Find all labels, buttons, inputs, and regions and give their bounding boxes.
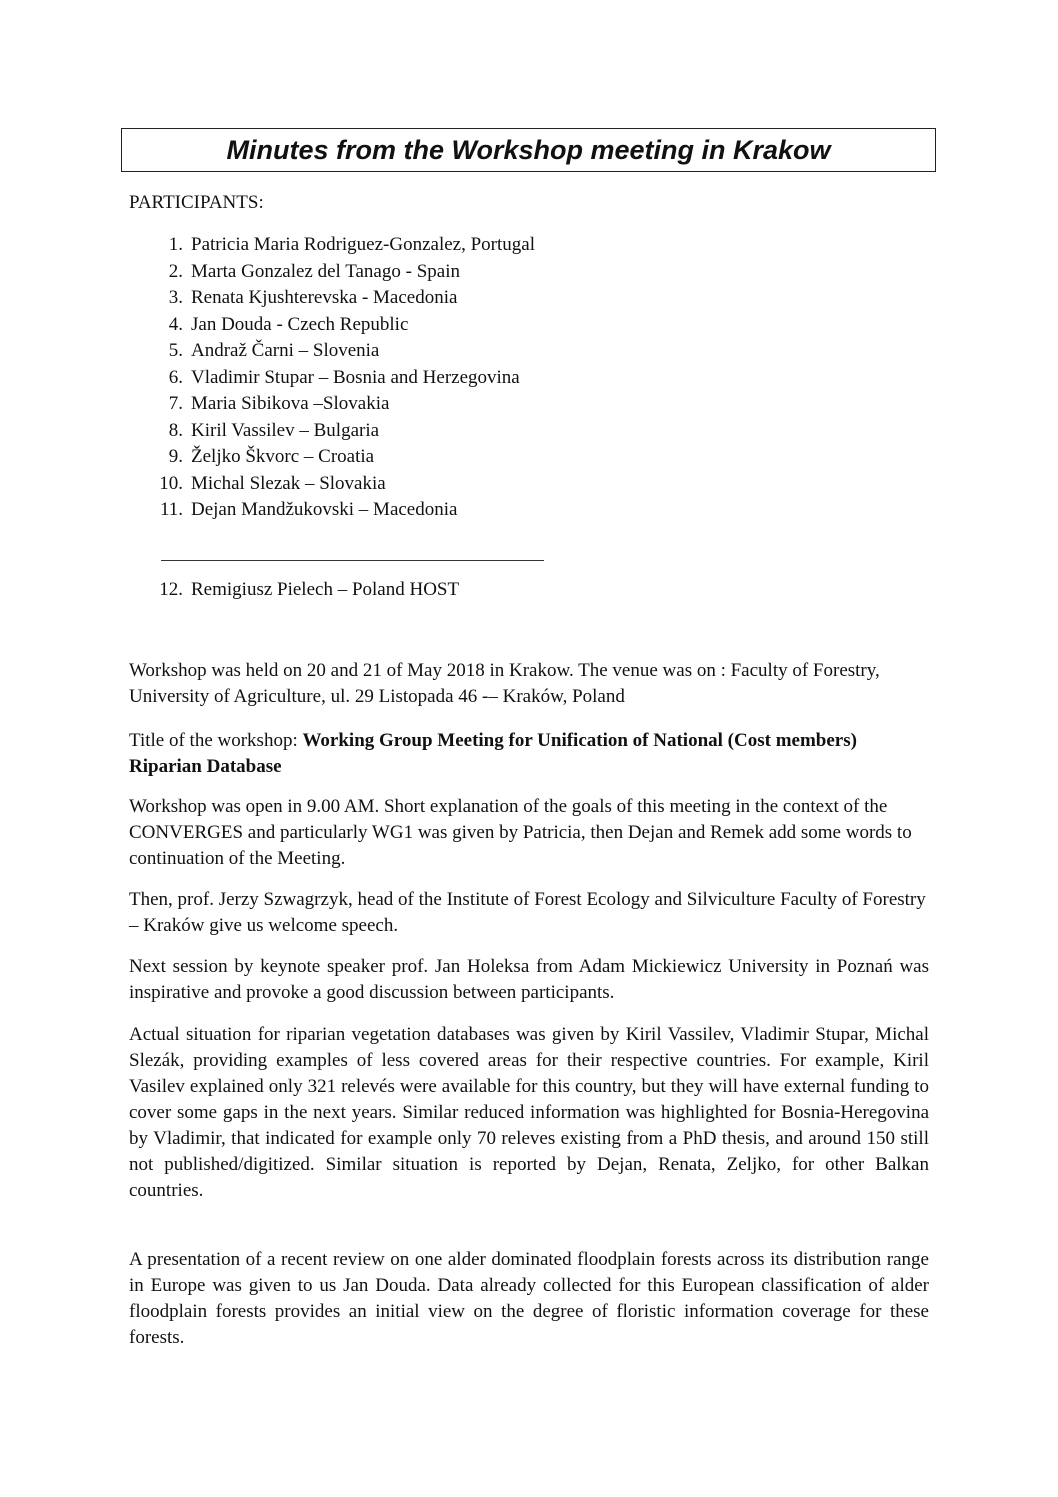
participants-label: PARTICIPANTS: [129, 192, 264, 213]
paragraph-workshop-title [129, 728, 929, 780]
document-title: Minutes from the Workshop meeting in Krakow [226, 134, 831, 165]
list-item-number: 4. [168, 313, 183, 335]
list-item [129, 285, 535, 312]
list-item-text: Patricia Maria Rodriguez-Gonzalez, Portugal [191, 234, 535, 255]
paragraph-keynote: Next session by keynote speaker prof. Jan Holeksa from Adam Mickiewicz University in Poznań was inspirative and provoke a good discussion between participants. [129, 956, 929, 1003]
list-item [129, 259, 535, 286]
paragraph-presentation: A presentation of a recent review on one alder dominated floodplain forests across its distribution range in Europe was given to us Jan Douda. Data already collected for this European classification of alder floodplain forests provides an initial view on the degree of floristic information coverage for these forests. [129, 1249, 929, 1348]
list-item-number: 6. [168, 366, 183, 388]
list-item-text: Andraž Čarni – Slovenia [191, 340, 380, 361]
separator-line [161, 560, 544, 561]
participants-list [129, 232, 535, 524]
workshop-title-prefix: Title of the workshop: [129, 730, 303, 751]
list-item [129, 312, 535, 339]
list-item [129, 471, 535, 498]
list-item-number: 2. [168, 260, 183, 282]
list-item-number: 8. [168, 419, 183, 441]
title-box [121, 128, 936, 172]
list-item-text: Dejan Mandžukovski – Macedonia [191, 499, 458, 520]
list-item [129, 365, 535, 392]
list-item [129, 497, 535, 524]
list-item-text: Michal Slezak – Slovakia [191, 472, 386, 494]
list-item-text: Kiril Vassilev – Bulgaria [191, 419, 380, 441]
list-item-number: 10. [159, 472, 183, 494]
host-list-item [129, 577, 459, 604]
list-item-number: 12. [159, 579, 183, 600]
paragraph-held: Workshop was held on 20 and 21 of May 2018 in Krakow. The venue was on : Faculty of Forestry, University of Agriculture, ul. 29 Listopada 46 -– Kraków, Poland [129, 660, 880, 707]
list-item-text: Željko Škvorc – Croatia [191, 446, 375, 467]
list-item-text: Vladimir Stupar – Bosnia and Herzegovina [191, 366, 520, 388]
list-item-text: Jan Douda - Czech Republic [191, 313, 409, 335]
list-item [129, 391, 535, 418]
list-item-number: 3. [168, 287, 183, 308]
list-item-text: Marta Gonzalez del Tanago - Spain [191, 260, 460, 282]
workshop-title: Working Group Meeting for Unification of National (Cost members) Riparian Database [129, 730, 857, 777]
list-item-number: 7. [168, 393, 183, 414]
list-item [129, 338, 535, 365]
list-item [129, 444, 535, 471]
list-item-text: Maria Sibikova –Slovakia [191, 393, 390, 414]
list-item-number: 5. [168, 340, 183, 361]
list-item-text: Remigiusz Pielech – Poland HOST [191, 579, 460, 600]
list-item [129, 232, 535, 259]
list-item-number: 1. [168, 234, 183, 255]
paragraph-welcome: Then, prof. Jerzy Szwagrzyk, head of the Institute of Forest Ecology and Silviculture Faculty of Forestry – Kraków give us welcome speech. [129, 889, 926, 936]
list-item-number: 11. [159, 499, 183, 520]
paragraph-open: Workshop was open in 9.00 AM. Short explanation of the goals of this meeting in the context of the CONVERGES and particularly WG1 was given by Patricia, then Dejan and Remek add some words to continuation of the Meeting. [129, 796, 912, 869]
list-item [129, 418, 535, 445]
list-item-number: 9. [168, 446, 183, 467]
paragraph-actual-situation: Actual situation for riparian vegetation databases was given by Kiril Vassilev, Vladimir Stupar, Michal Slezák, providing examples of less covered areas for their respective countries. For example, Kiril Vasilev explained only 321 relevés were available for this country, but they will have external funding to cover some gaps in the next years. Similar reduced information was highlighted for Bosnia-Heregovina by Vladimir, that indicated for example only 70 releves existing from a PhD thesis, and around 150 still not published/digitized. Similar situation is reported by Dejan, Renata, Zeljko, for other Balkan countries. [129, 1024, 929, 1201]
list-item-text: Renata Kjushterevska - Macedonia [191, 287, 458, 308]
